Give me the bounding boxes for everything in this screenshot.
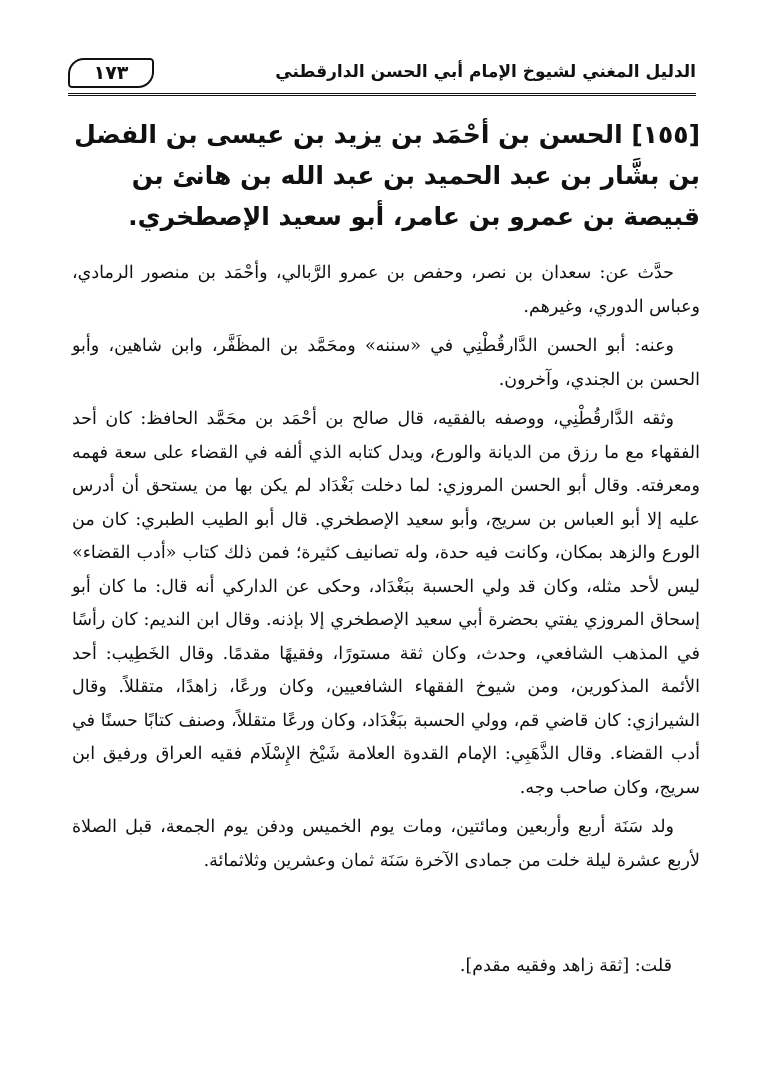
entry-heading: [١٥٥] الحسن بن أحْمَد بن يزيد بن عيسى بن الفضل بن بشَّار بن عبد الحميد بن عبد الله بن هانئ بن قبيصة بن عمرو بن عامر، أبو سعيد الإصطخري. [74,120,700,231]
page-header [68,58,696,92]
paragraph-students: وعنه: أبو الحسن الدَّارقُطْنِي في «سننه» ومحَمَّد بن المظَفَّر، وابن شاهين، وأبو الحسن بن الجندي، وآخرون. [72,336,700,390]
entry-body [72,257,700,884]
paragraph-narrated-from: حدَّث عن: سعدان بن نصر، وحفص بن عمرو الرَّبالي، وأحْمَد بن منصور الرمادي، وعباس الدوري، وغيرهم. [72,263,700,317]
paragraph-birth-death: ولد سَنَة أربع وأربعين ومائتين، ومات يوم الخميس ودفن يوم الجمعة، قبل الصلاة لأربع عشرة ليلة خلت من جمادى الآخرة سَنَة ثمان وعشرين وثلاثمائة. [72,817,700,871]
paragraph-grading: وثقه الدَّارقُطْنِي، ووصفه بالفقيه، قال صالح بن أحْمَد بن محَمَّد الحافظ: كان أحد الفقهاء مع ما رزق من الديانة والورع، ويدل كتابه الذي ألفه في القضاء على سعة فهمه ومعرفته. وقال أبو الحسن المروزي: لما دخلت بَغْدَاد لم يكن بها من يستحق أن أدرس عليه إلا أبو العباس بن سريج، وأبو سعيد الإصطخري. قال أبو الطيب الطبري: كان من الورع والزهد بمكان، وكانت فيه حدة، وله تصانيف كثيرة؛ فمن ذلك كتاب «أدب القضاء» ليس لأحد مثله، وكان قد ولي الحسبة ببَغْدَاد، وحكى عن الداركي أنه قال: ما كان أبو إسحاق المروزي يفتي بحضرة أبي سعيد الإصطخري إلا بإذنه. وقال ابن النديم: كان رأسًا في المذهب الشافعي، وحدث، وكان ثقة مستورًا، وفقيهًا مقدمًا. وقال الخَطِيب: أحد الأئمة المذكورين، ومن شيوخ الفقهاء الشافعيين، وكان ورعًا، زاهدًا، متقللاً. وقال الشيرازي: كان قاضي قم، وولي الحسبة ببَغْدَاد، وكان ورعًا متقللاً، وصنف كتابًا حسنًا في أدب القضاء. وقال الذَّهَبِي: الإمام القدوة العلامة شَيْخ الإِسْلَام فقيه العراق ورفيق ابن سريج، وكان صاحب وجه. [72,409,700,798]
running-title: الدليل المغني لشيوخ الإمام أبي الحسن الدارقطني [275,62,696,82]
page-number: ١٧٣ [68,58,154,88]
header-divider [68,93,696,96]
author-conclusion: قلت: [ثقة زاهد وفقيه مقدم]. [459,956,672,976]
